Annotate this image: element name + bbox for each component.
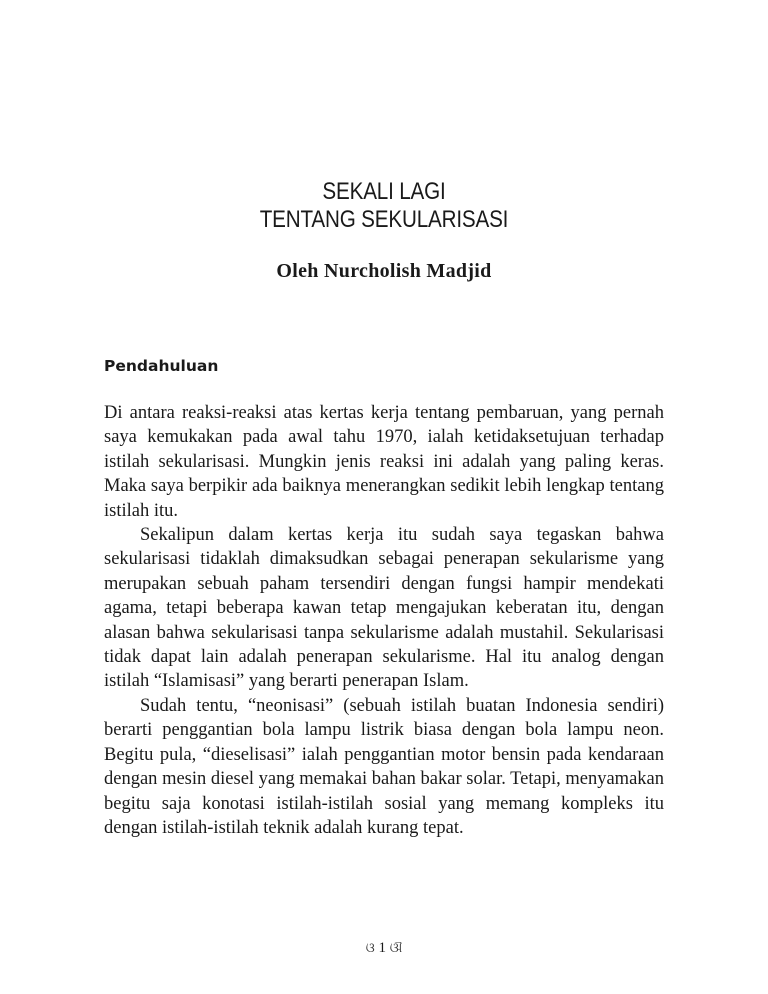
folio-ornament-left-icon: ଓ — [365, 940, 375, 955]
folio-ornament-right-icon: ଔ — [389, 940, 403, 955]
chapter-title — [54, 178, 714, 234]
chapter-title-line-1: SEKALI LAGI — [322, 178, 446, 205]
body-text — [104, 401, 664, 840]
page-footer — [0, 939, 768, 957]
paragraph-3: Sudah tentu, “neonisasi” (sebuah istilah buatan Indonesia sendiri) berarti penggantian bola lampu listrik biasa dengan bola lampu neon. Begitu pula, “dieselisasi” ialah penggantian motor bensin pada kendaraan dengan mesin diesel yang memakai bahan bakar solar. Tetapi, menyamakan begitu saja konotasi istilah-istilah sosial yang memang kompleks itu dengan istilah-istilah teknik adalah kurang tepat. — [104, 695, 664, 838]
page-number: 1 — [378, 940, 386, 956]
section-heading: Pendahuluan — [104, 357, 219, 375]
paragraph-2: Sekalipun dalam kertas kerja itu sudah saya tegaskan bahwa sekularisasi tidaklah dimaksudkan sebagai penerapan sekularisme yang merupakan sebuah paham tersendiri dengan fungsi hampir mendekati agama, tetapi beberapa kawan tetap mengajukan keberatan itu, dengan alasan bahwa sekularisasi tanpa sekularisme adalah mustahil. Sekularisasi tidak dapat lain adalah penerapan sekularisme. Hal itu analog dengan istilah “Islamisasi” yang berarti penerapan Islam. — [104, 525, 664, 692]
paragraph-1: Di antara reaksi-reaksi atas kertas kerja tentang pembaruan, yang pernah saya kemukakan pada awal tahu 1970, ialah ketidaksetujuan terhadap istilah sekularisasi. Mungkin jenis reaksi ini adalah yang paling keras. Maka saya berpikir ada baiknya menerangkan sedikit lebih lengkap tentang istilah itu. — [104, 403, 664, 521]
author-line: Oleh Nurcholish Madjid — [276, 260, 492, 282]
chapter-title-line-2: TENTANG SEKULARISASI — [259, 206, 509, 233]
